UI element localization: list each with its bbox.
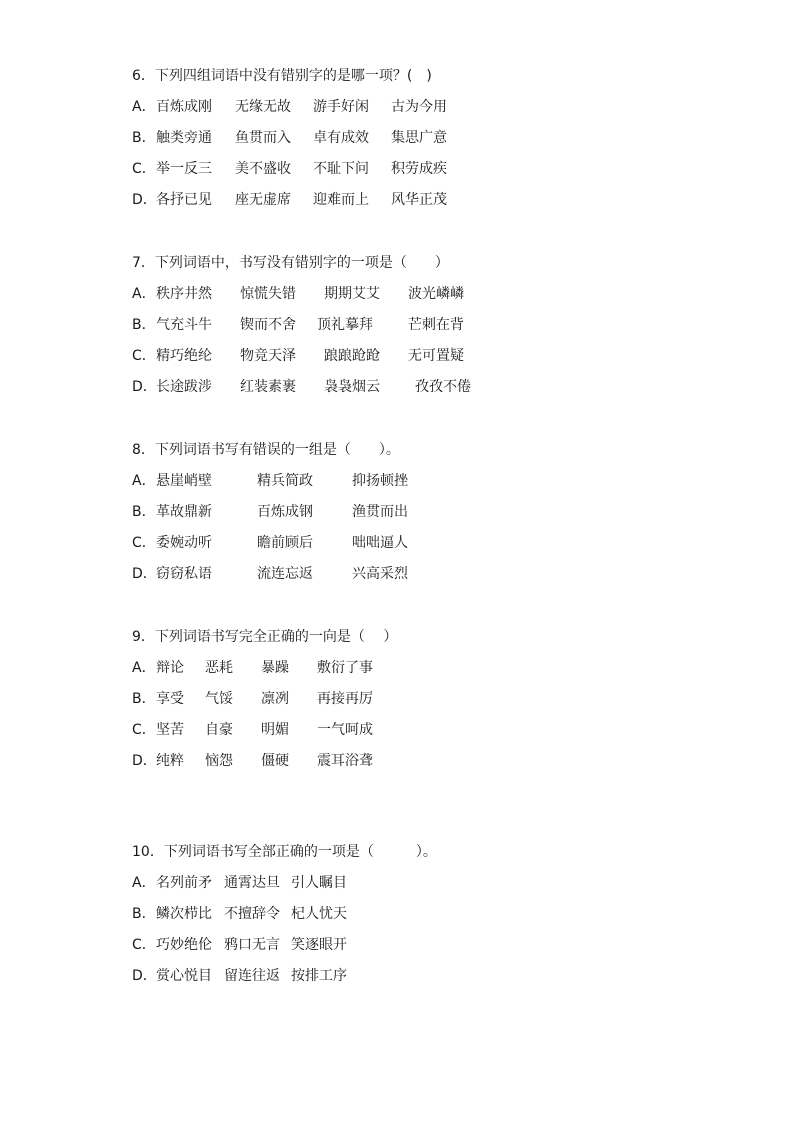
option-word: 迎难而上: [313, 192, 369, 208]
option-word: 留连往返: [224, 968, 280, 984]
option-word: 渔贯而出: [352, 504, 408, 520]
option-letter: A．: [132, 660, 156, 676]
question-6: [132, 66, 447, 221]
option-word: 自豪: [205, 722, 233, 738]
option-word: 芒刺在背: [408, 317, 464, 333]
option-word: 惊慌失错: [240, 286, 296, 302]
option-word: 袅袅烟云: [324, 379, 380, 395]
option-word: 恶耗: [205, 660, 233, 676]
option-word: 美不盛收: [235, 161, 291, 177]
option-letter: A．: [132, 286, 156, 302]
option-a: [132, 658, 397, 689]
option-word: 锲而不舍: [240, 317, 296, 333]
option-word: 暴躁: [261, 660, 289, 676]
option-word: 积劳成疾: [391, 161, 447, 177]
option-word: 触类旁通: [156, 130, 212, 146]
option-word: 孜孜不倦: [415, 379, 471, 395]
option-c: [132, 720, 397, 751]
option-c: [132, 159, 447, 190]
option-d: [132, 377, 471, 408]
option-letter: A．: [132, 875, 156, 891]
option-word: 百炼成钢: [257, 504, 313, 520]
option-word: 窃窃私语: [156, 566, 212, 582]
question-stem: 10．下列词语书写全部正确的一项是（ ）。: [132, 844, 437, 860]
option-word: 一气呵成: [317, 722, 373, 738]
question-10: [132, 842, 437, 997]
option-word: 笑逐眼开: [291, 937, 347, 953]
option-word: 各抒已见: [156, 192, 212, 208]
option-word: 精巧绝纶: [156, 348, 212, 364]
option-letter: B．: [132, 906, 156, 922]
option-word: 引人瞩目: [291, 875, 347, 891]
option-word: 抑扬顿挫: [352, 473, 408, 489]
option-b: [132, 502, 408, 533]
option-word: 震耳浴聋: [317, 753, 373, 769]
option-b: [132, 904, 437, 935]
option-word: 气馁: [205, 691, 233, 707]
option-c: [132, 533, 408, 564]
question-8: [132, 440, 408, 595]
option-word: 气充斗牛: [156, 317, 212, 333]
question-stem: 9．下列词语书写完全正确的一向是（ ）: [132, 629, 398, 645]
option-word: 百炼成刚: [156, 99, 212, 115]
option-letter: C．: [132, 161, 156, 177]
option-letter: D．: [132, 192, 157, 208]
option-letter: B．: [132, 691, 156, 707]
option-word: 按排工序: [291, 968, 347, 984]
option-word: 集思广意: [391, 130, 447, 146]
option-letter: D．: [132, 379, 157, 395]
option-letter: B．: [132, 504, 156, 520]
option-word: 坚苦: [156, 722, 184, 738]
option-word: 红装素裹: [240, 379, 296, 395]
option-word: 精兵简政: [257, 473, 313, 489]
option-d: [132, 190, 447, 221]
option-word: 举一反三: [156, 161, 212, 177]
option-word: 无缘无故: [235, 99, 291, 115]
option-a: [132, 284, 464, 315]
option-word: 巧妙绝伦: [156, 937, 212, 953]
option-word: 悬崖峭壁: [156, 473, 212, 489]
option-word: 波光嶙嶙: [408, 286, 464, 302]
option-letter: D．: [132, 968, 157, 984]
option-b: [132, 315, 464, 346]
option-letter: C．: [132, 722, 156, 738]
option-word: 期期艾艾: [324, 286, 380, 302]
option-c: [132, 346, 464, 377]
option-word: 恼怨: [205, 753, 233, 769]
option-word: 古为今用: [391, 99, 447, 115]
option-word: 顶礼摹拜: [317, 317, 373, 333]
option-word: 享受: [156, 691, 184, 707]
option-word: 流连忘返: [257, 566, 313, 582]
option-d: [132, 564, 408, 595]
option-word: 敷衍了事: [317, 660, 373, 676]
option-word: 瞻前顾后: [257, 535, 313, 551]
option-a: [132, 97, 447, 128]
option-word: 辩论: [156, 660, 184, 676]
option-word: 兴高采烈: [352, 566, 408, 582]
option-word: 鳞次栉比: [156, 906, 212, 922]
option-letter: C．: [132, 937, 156, 953]
option-word: 赏心悦目: [156, 968, 212, 984]
question-7: [132, 253, 471, 408]
option-letter: A．: [132, 473, 156, 489]
question-stem: 7．下列词语中，书写没有错别字的一项是（ ）: [132, 255, 449, 271]
option-word: 无可置疑: [408, 348, 464, 364]
option-letter: D．: [132, 753, 157, 769]
option-b: [132, 128, 447, 159]
option-word: 明媚: [261, 722, 289, 738]
option-b: [132, 689, 397, 720]
option-word: 僵硬: [261, 753, 289, 769]
option-word: 鱼贯而入: [235, 130, 291, 146]
option-letter: A．: [132, 99, 156, 115]
option-letter: C．: [132, 535, 156, 551]
option-word: 座无虚席: [235, 192, 291, 208]
option-word: 不擅辞令: [224, 906, 280, 922]
option-word: 名列前矛: [156, 875, 212, 891]
question-stem: 6．下列四组词语中没有错别字的是哪一项？( ): [132, 68, 432, 84]
option-letter: B．: [132, 130, 156, 146]
option-letter: B．: [132, 317, 156, 333]
option-word: 游手好闲: [313, 99, 369, 115]
option-c: [132, 935, 437, 966]
option-word: 杞人忧天: [291, 906, 347, 922]
option-word: 卓有成效: [313, 130, 369, 146]
option-letter: D．: [132, 566, 157, 582]
question-stem: 8．下列词语书写有错误的一组是（ ）。: [132, 442, 400, 458]
option-word: 再接再厉: [317, 691, 373, 707]
option-word: 踉踉跄跄: [324, 348, 380, 364]
option-word: 风华正茂: [391, 192, 447, 208]
option-word: 不耻下问: [313, 161, 369, 177]
option-word: 委婉动听: [156, 535, 212, 551]
option-a: [132, 471, 408, 502]
option-d: [132, 751, 397, 782]
option-word: 凛冽: [261, 691, 289, 707]
option-letter: C．: [132, 348, 156, 364]
option-word: 鸦口无言: [224, 937, 280, 953]
option-word: 纯粹: [156, 753, 184, 769]
option-word: 秩序井然: [156, 286, 212, 302]
option-word: 长途跋涉: [156, 379, 212, 395]
option-a: [132, 873, 437, 904]
question-9: [132, 627, 397, 782]
option-word: 通霄达旦: [224, 875, 280, 891]
option-word: 革故鼎新: [156, 504, 212, 520]
option-d: [132, 966, 437, 997]
option-word: 咄咄逼人: [352, 535, 408, 551]
option-word: 物竞天泽: [240, 348, 296, 364]
